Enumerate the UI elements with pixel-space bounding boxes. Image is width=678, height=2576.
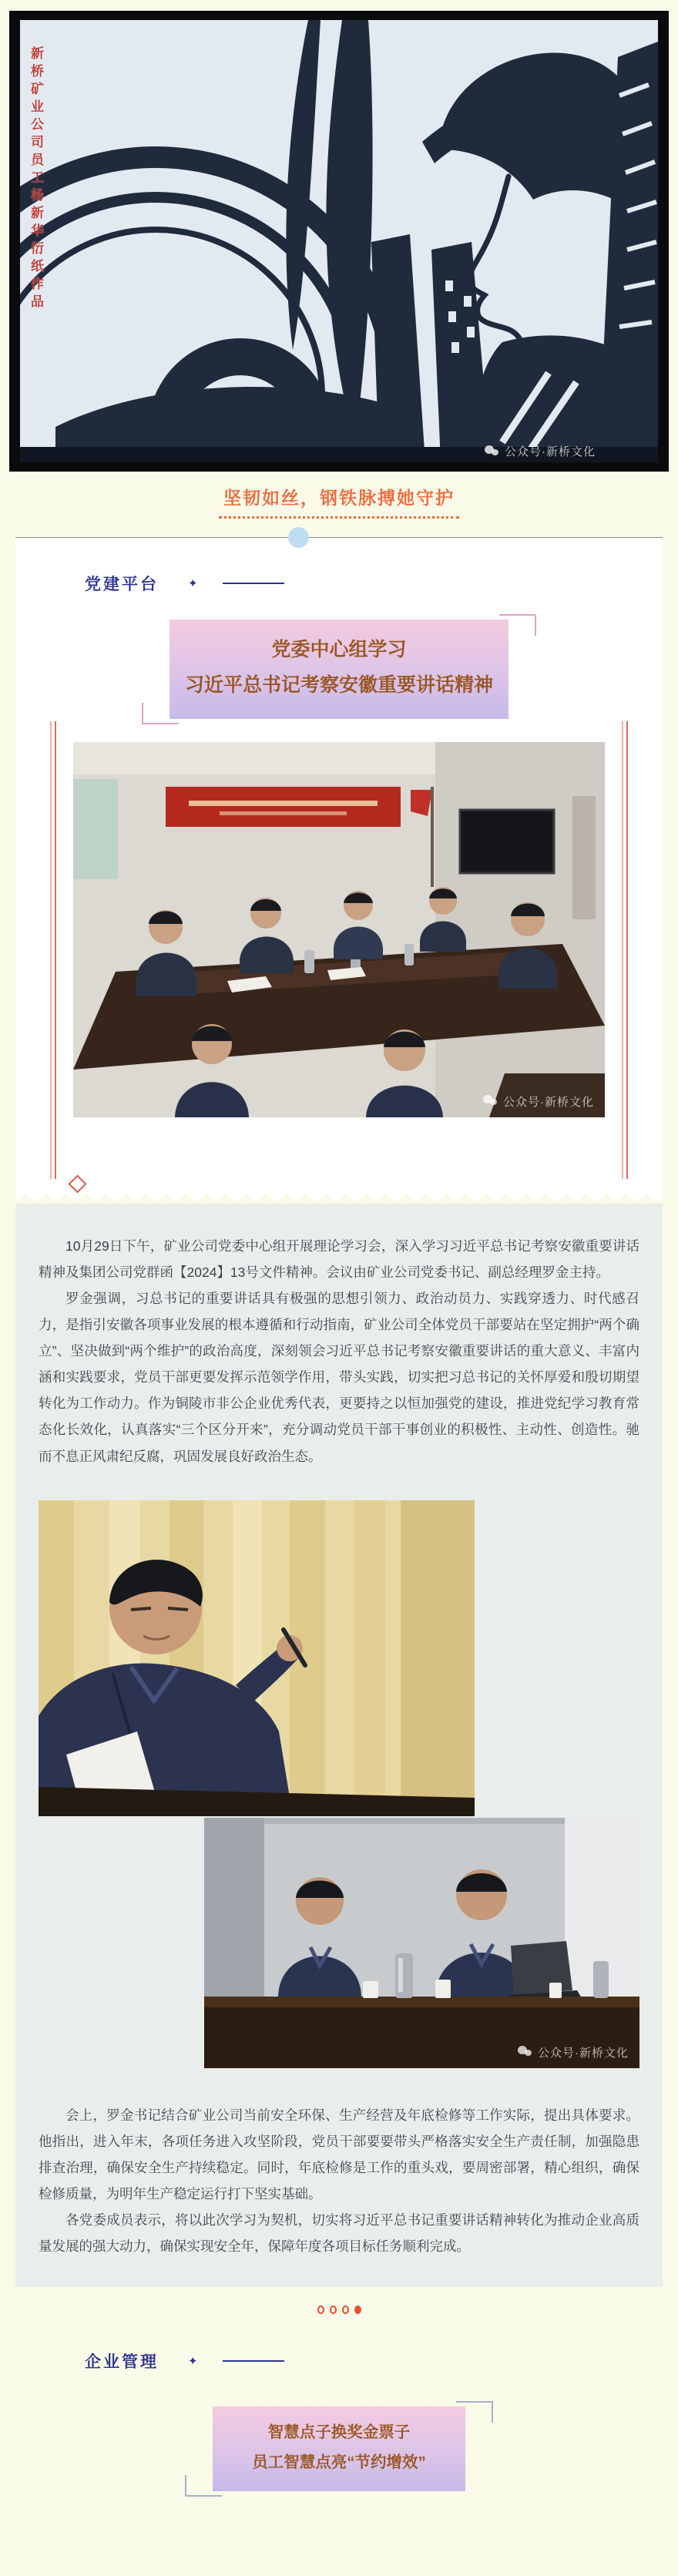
section-label: 党建平台 [85,576,159,593]
title-line-1: 党委中心组学习 [271,639,407,660]
title-line-2: 员工智慧点亮“节约增效” [252,2453,426,2472]
corner-bracket-icon [499,614,536,636]
pagination-dot [342,2306,349,2314]
artist-credit: 新桥矿业公司员工杨新华衍纸作品 [29,46,43,312]
section-header-party [85,572,663,595]
party-section-card [15,537,663,1185]
papercut-illustration [9,11,669,472]
speaker-closeup-photo[interactable] [39,1500,475,1816]
paragraph: 罗金强调，习总书记的重要讲话具有极强的思想引领力、政治动员力、实践穿透力、时代感召力，是指引安徽各项事业发展的根本遵循和行动指南，矿业公司全体党员干部要站在坚定拥护“两个确立”、坚决做到“两个维护”的政治高度，深刻领会习近平总书记考察安徽重要讲话的重大意义、丰富内涵和实践要求，党员干部更要发挥示范领学作用，带头实践，切实把习总书记的关怀厚爱和殷切期望转化为工作动力。作为铜陵市非公企业优秀代表，更要持之以恒加强党的建设，推进党纪学习教育常态化长效化，认真落实“三个区分开来”，充分调动党员干部干事创业的积极性、主动性、创造性。驰而不息正风肃纪反腐，巩固发展良好政治生态。 [39,1290,639,1464]
meeting-room-illustration [73,742,605,1117]
wechat-icon [518,2046,533,2058]
corner-bracket-icon [185,2475,222,2497]
meeting-desk-photo[interactable] [204,1818,639,2068]
title-line-2: 习近平总书记考察安徽重要讲话精神 [184,674,493,697]
photo-watermark-text: 公众号·新桥文化 [503,1095,594,1109]
right-red-border [622,721,628,1179]
photo-watermark-text: 公众号·新桥文化 [538,2046,629,2060]
pagination-dot-active [354,2306,361,2314]
left-red-border [50,721,56,1179]
photo-watermark [518,2044,629,2060]
photo-watermark [483,1093,594,1110]
dash-line-decoration [223,583,284,584]
article-title-party [170,620,509,719]
wechat-icon [483,1095,498,1107]
dash-line-decoration [223,2360,284,2362]
article-title-management [213,2406,465,2491]
article-body-panel [15,1204,663,2288]
paragraph: 各党委成员表示，将以此次学习为契机，切实将习近平总书记重要讲话精神转化为推动企业高质量发展的强大动力，确保实现安全年，保障年度各项目标任务顺利完成。 [39,2212,639,2255]
corner-bracket-icon [456,2401,493,2423]
meeting-room-photo[interactable] [73,742,605,1117]
card-scalloped-edge [15,1185,663,1201]
paragraph: 10月29日下午，矿业公司党委中心组开展理论学习会，深入学习习近平总书记考察安徽重要讲话精神及集团公司党群函【2024】13号文件精神。会议由矿业公司党委书记、副总经理罗金主持。 [39,1238,639,1280]
corner-bracket-icon [142,703,179,724]
speaker-illustration [39,1500,475,1816]
article-page [0,11,678,2507]
wechat-icon [485,445,500,458]
section-label: 企业管理 [85,2353,159,2372]
hero-watermark-text: 公众号·新桥文化 [505,445,596,458]
diamond-star-icon: ✦ [188,2354,198,2368]
paragraph: 会上，罗金书记结合矿业公司当前安全环保、生产经营及年底检修等工作实际，提出具体要求。他指出，进入年末，各项任务进入攻坚阶段，党员干部要要带头严格落实安全生产责任制，加强隐患排查治理，确保安全生产持续稳定。同时，年底检修是工作的重头戏，要周密部署，精心组织，确保检修质量，为明年生产稳定运行打下坚实基础。 [39,2107,639,2202]
section-header-management [85,2349,678,2373]
desk-illustration [204,1818,639,2068]
hero-papercut-image[interactable] [9,11,669,472]
hero-caption: 坚韧如丝，钢铁脉搏她守护 [219,484,459,519]
blue-dot-decoration [288,527,309,548]
hero-watermark [485,443,596,459]
diamond-star-icon: ✦ [188,576,198,590]
pagination-dots [0,2306,678,2314]
pagination-dot [330,2306,337,2314]
pagination-dot [317,2306,324,2314]
title-line-1: 智慧点子换奖金票子 [267,2423,411,2442]
